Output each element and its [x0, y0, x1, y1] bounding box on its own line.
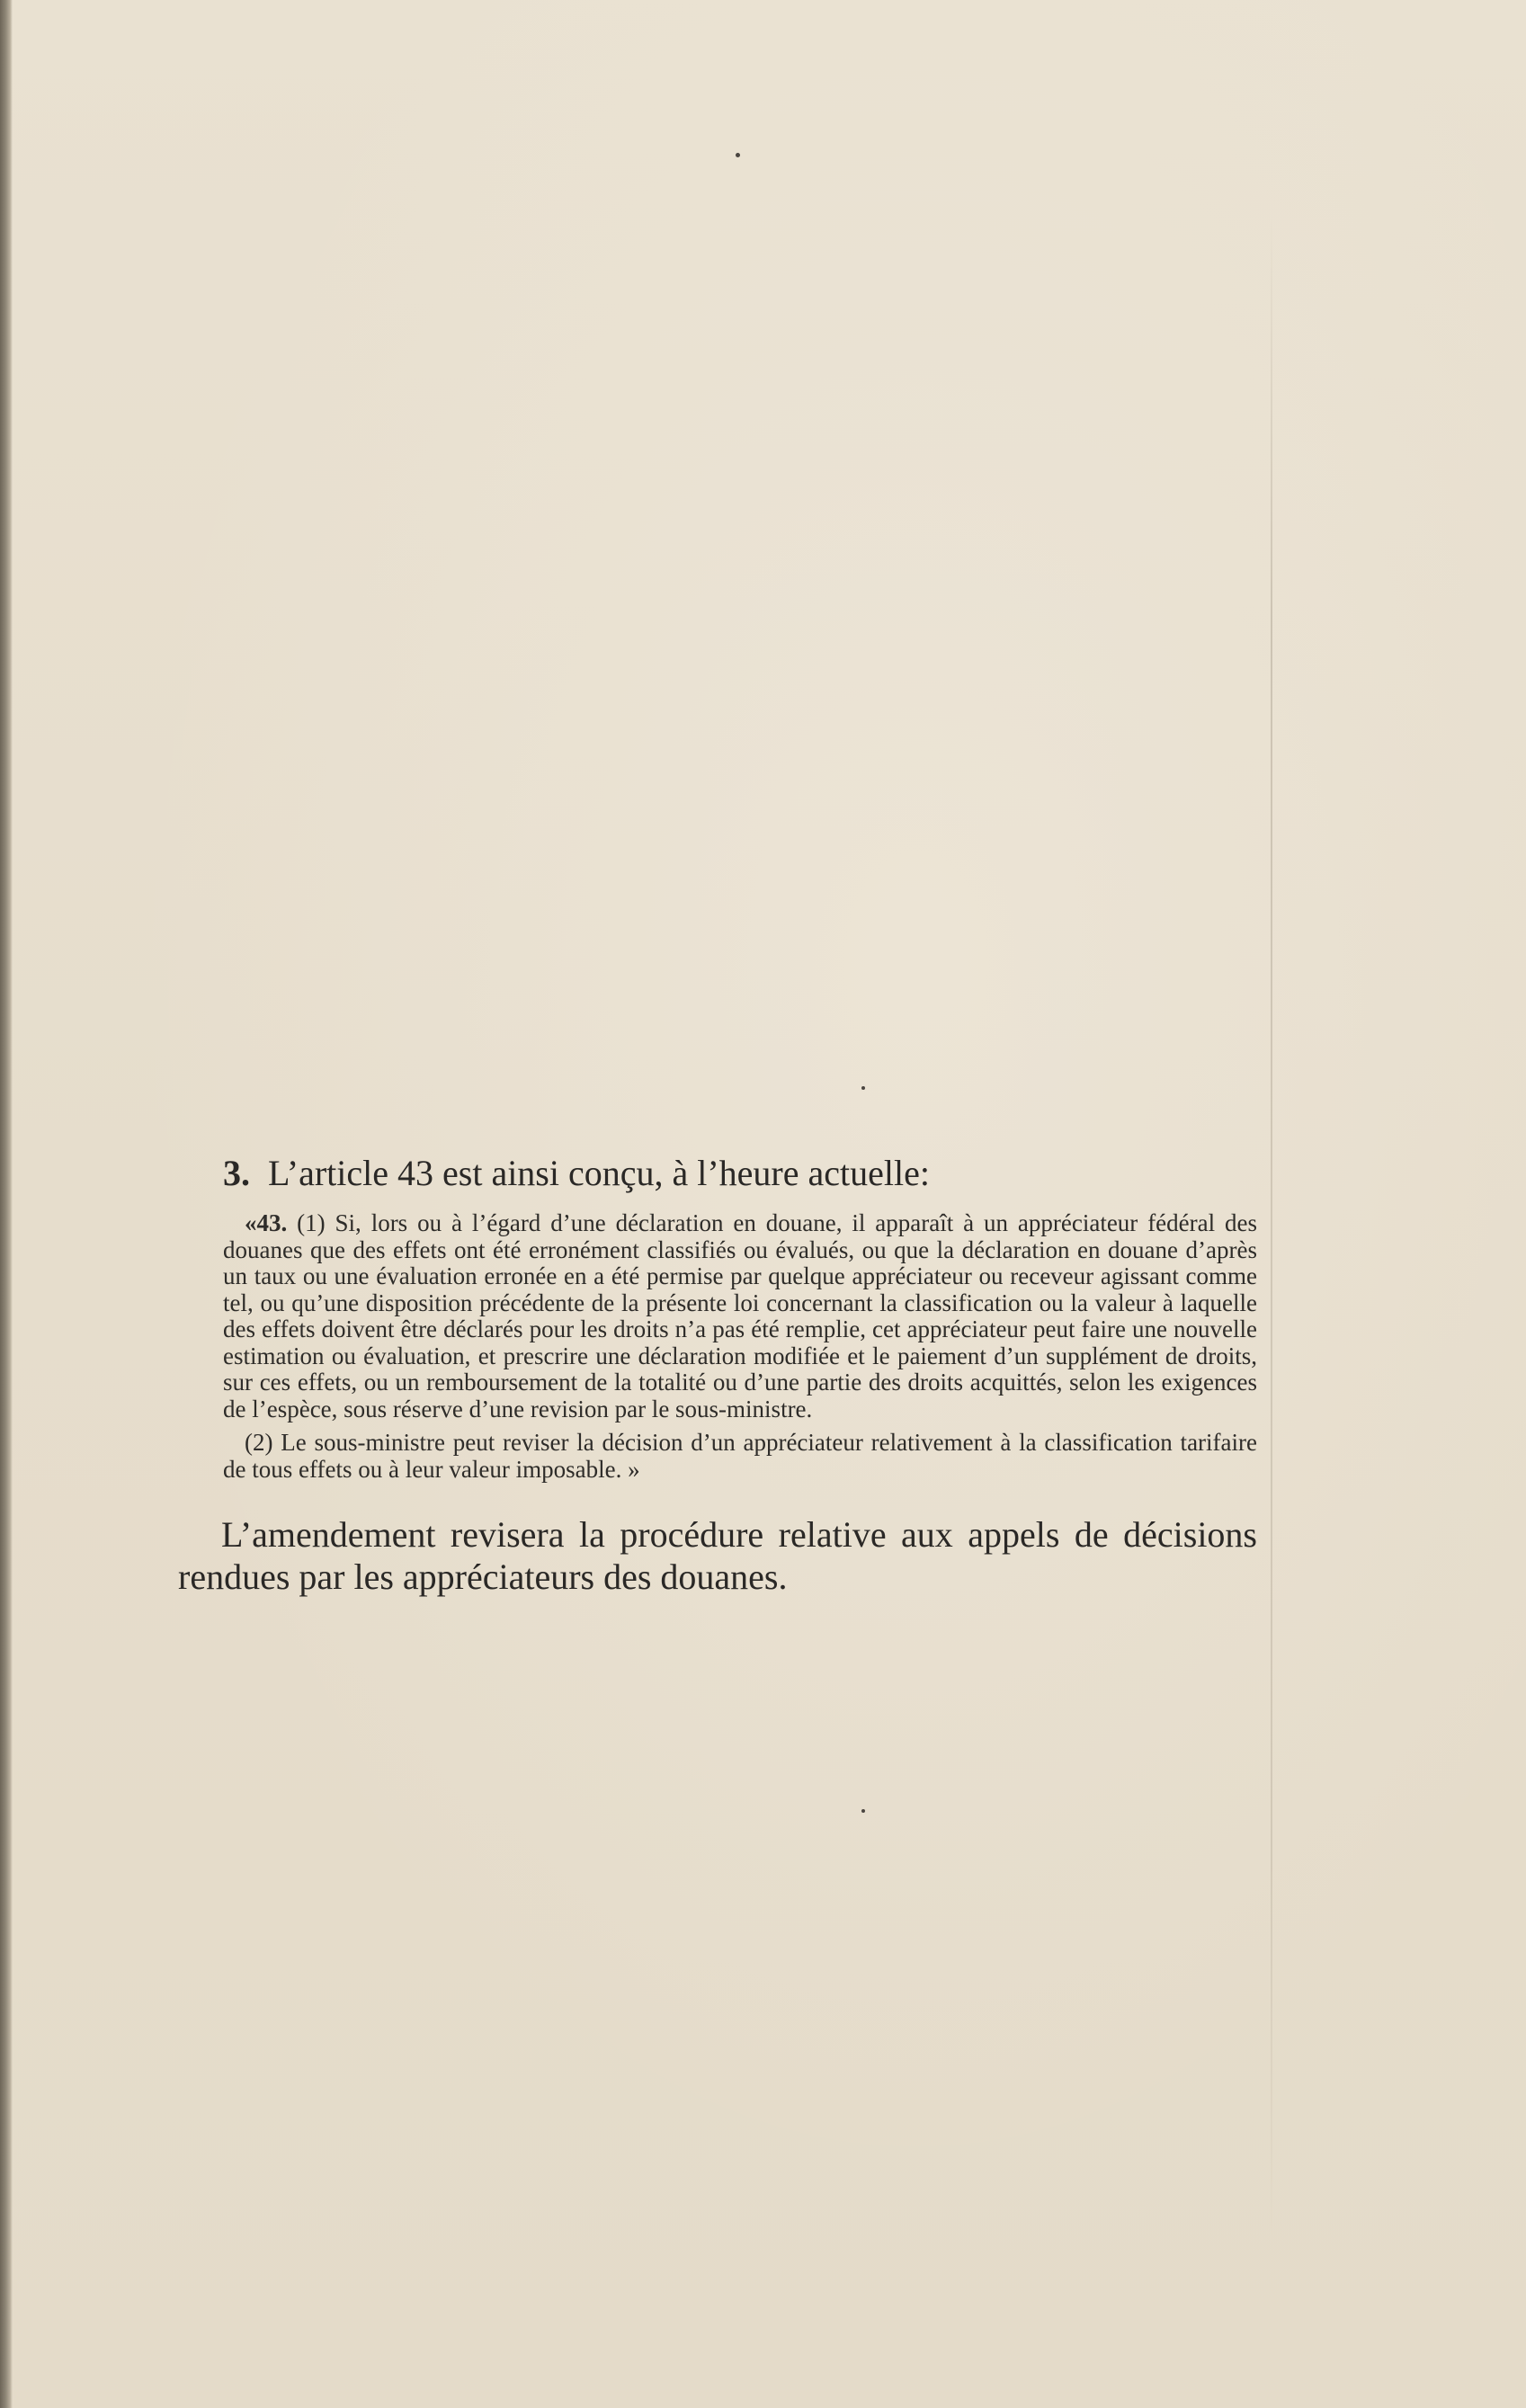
document-body: [178, 1151, 1257, 1634]
quoted-article: [223, 1210, 1257, 1483]
page-fold-line: [1271, 216, 1272, 2239]
section-number: 3.: [223, 1153, 250, 1193]
quoted-paragraph-1: [223, 1210, 1257, 1423]
paper-speck: [861, 1809, 865, 1813]
paper-speck: [861, 1086, 865, 1090]
paper-speck: [736, 153, 740, 157]
binding-edge: [0, 0, 13, 2408]
section-heading-text: L’article 43 est ainsi conçu, à l’heure actuelle:: [268, 1153, 930, 1193]
quoted-paragraph-2: (2) Le sous-ministre peut reviser la décision d’un appréciateur relativement à la classification tarifaire de tous effets ou à leur valeur imposable. »: [223, 1429, 1257, 1483]
section-heading: [223, 1151, 1257, 1196]
closing-paragraph: L’amendement revisera la procédure relative aux appels de décisions rendues par les appréciateurs des douanes.: [178, 1514, 1257, 1597]
article-number: «43.: [245, 1209, 288, 1236]
quoted-paragraph-1-text: (1) Si, lors ou à l’égard d’une déclaration en douane, il apparaît à un appréciateur fédéral des douanes que des effets ont été erronément classifiés ou évalués, ou que la déclaration en douane d’après un taux ou une évaluation erronée en a été permise par quelque appréciateur ou receveur agissant comme tel, ou qu’une disposition précédente de la présente loi concernant la classification ou la valeur à laquelle des effets doivent être déclarés pour les droits n’a pas été remplie, cet appréciateur peut faire une nouvelle estimation ou évaluation, et prescrire une déclaration modifiée et le paiement d’un supplément de droits, sur ces effets, ou un remboursement de la totalité ou d’une partie des droits acquittés, selon les exigences de l’espèce, sous réserve d’une revision par le sous-ministre.: [223, 1209, 1258, 1423]
